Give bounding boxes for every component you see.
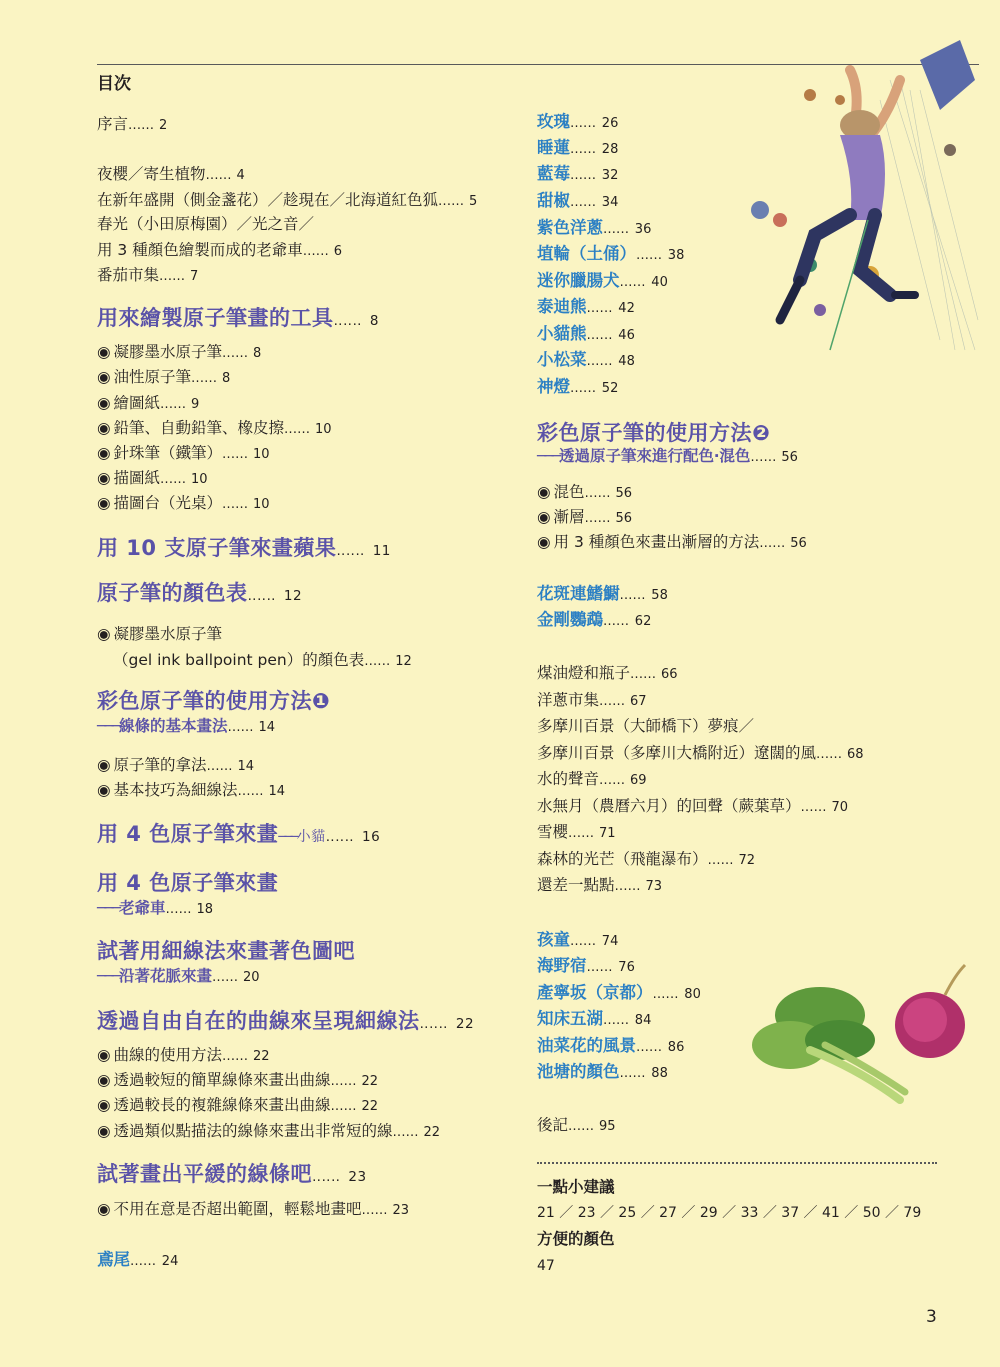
page-ref: 52: [601, 381, 619, 396]
toc-entry: [97, 821, 380, 850]
page-ref: 18: [196, 902, 214, 917]
toc-entry-title: 描圖紙: [113, 469, 161, 487]
bullet-icon: ◉: [97, 756, 111, 774]
bullet-icon: ◉: [97, 625, 111, 643]
toc-entry: [97, 443, 270, 465]
page-ref: 56: [615, 486, 633, 501]
page-ref: 11: [372, 543, 391, 559]
leader-dots: ‥‥‥: [222, 1049, 249, 1064]
page-ref: 80: [684, 987, 701, 1002]
toc-entry-title: 春光（小田原梅園）／光之音／: [97, 215, 315, 233]
leader-dots: ‥‥‥: [330, 1099, 357, 1114]
leader-dots: ‥‥‥: [212, 970, 239, 985]
leader-dots: ‥‥‥: [247, 588, 277, 604]
page-ref: 23: [392, 1203, 410, 1218]
toc-entry: [97, 624, 222, 644]
toc-entry-title: 後記: [537, 1116, 569, 1134]
leader-dots: ‥‥‥: [333, 313, 363, 329]
toc-entry-title: 凝膠墨水原子筆: [113, 343, 223, 361]
page-ref: 86: [667, 1040, 685, 1055]
toc-entry-title: 透過較長的複雜線條來畫出曲線: [113, 1096, 331, 1114]
page-ref: 46: [618, 328, 635, 343]
bullet-icon: ◉: [97, 494, 111, 512]
page-ref: 40: [651, 275, 668, 290]
toc-entry-title: 透過較短的簡單線條來畫出曲線: [113, 1071, 331, 1089]
toc-entry: [97, 1008, 474, 1037]
toc-entry: [537, 1062, 668, 1084]
toc-entry-title: 小貓熊: [537, 324, 587, 343]
toc-entry: [537, 350, 635, 372]
subtitle-dash: ───: [537, 447, 559, 465]
colors-page: 47: [537, 1258, 555, 1274]
leader-dots: ‥‥‥: [603, 614, 630, 629]
toc-entry-title: 沿著花脈來畫: [119, 967, 213, 985]
toc-entry: [537, 663, 678, 685]
toc-entry-title: 試著畫出平緩的線條吧: [97, 1162, 312, 1186]
leader-dots: ‥‥‥: [599, 773, 626, 788]
bullet-icon: ◉: [97, 444, 111, 462]
subtitle-dash: ───: [97, 967, 119, 985]
toc-entry-title: 鳶尾: [97, 1250, 130, 1269]
leader-dots: ‥‥‥: [800, 800, 827, 815]
toc-entry-title: 透過類似點描法的線條來畫出非常短的線: [113, 1122, 393, 1140]
toc-entry-title: 彩色原子筆的使用方法❶: [97, 689, 331, 713]
toc-entry-title: 試著用細線法來畫著色圖吧: [97, 939, 355, 963]
page-number: 3: [926, 1307, 937, 1327]
toc-entry-title: 金剛鸚鵡: [537, 610, 603, 629]
subtitle-dash: ───: [97, 717, 119, 735]
toc-entry-title: 描圖台（光桌）: [113, 494, 223, 512]
page-ref: 10: [253, 497, 270, 512]
bullet-icon: ◉: [97, 781, 111, 799]
toc-entry-title: 凝膠墨水原子筆: [113, 625, 223, 643]
toc-entry-title: 彩色原子筆的使用方法❷: [537, 421, 771, 445]
bullet-icon: ◉: [537, 533, 551, 551]
leader-dots: ‥‥‥: [364, 654, 391, 669]
toc-entry: [537, 420, 770, 446]
toc-entry-title: 番茄市集: [97, 266, 160, 284]
toc-entry: [97, 580, 302, 609]
toc-entry-title: 透過自由自在的曲線來呈現細線法: [97, 1009, 420, 1033]
toc-entry-title: 知床五湖: [537, 1009, 603, 1028]
colors-title: 方便的顏色: [537, 1230, 615, 1248]
page-ref: 73: [645, 879, 663, 894]
bullet-icon: ◉: [97, 343, 111, 361]
page-ref: 12: [283, 588, 303, 604]
toc-entry: [97, 468, 208, 490]
page-ref: 66: [661, 667, 678, 682]
toc-entry-title: 用 10 支原子筆來畫蘋果: [97, 536, 337, 560]
page-ref: 14: [268, 784, 286, 799]
toc-entry: [97, 1199, 409, 1221]
toc-entry: [537, 875, 662, 897]
toc-entry-title: 孩童: [537, 930, 570, 949]
toc-entry: [537, 849, 755, 871]
page-ref: 28: [601, 142, 619, 157]
page-ref: 72: [738, 853, 756, 868]
leader-dots: ‥‥‥: [568, 1119, 595, 1134]
leader-dots: ‥‥‥: [128, 118, 155, 133]
toc-entry-subtitle: 小貓: [296, 829, 326, 845]
vegetables-illustration: [750, 960, 980, 1110]
toc-entry: [97, 342, 261, 364]
leader-dots: ‥‥‥: [312, 1169, 341, 1185]
leader-dots: ‥‥‥: [603, 1013, 630, 1028]
bullet-icon: ◉: [97, 394, 111, 412]
leader-dots: ‥‥‥: [438, 194, 465, 209]
toc-entry-title: 多摩川百景（多摩川大橋附近）遼闊的風: [537, 744, 817, 762]
leader-dots: ‥‥‥: [599, 694, 626, 709]
leader-dots: ‥‥‥: [619, 1066, 646, 1081]
toc-entry: [537, 822, 616, 844]
toc-entry-title: （gel ink ballpoint pen）的顏色表: [113, 651, 365, 669]
leader-dots: ‥‥‥: [222, 346, 249, 361]
leader-dots: ‥‥‥: [159, 269, 186, 284]
toc-entry-title: 用 3 種顏色來畫出漸層的方法: [553, 533, 760, 551]
page-ref: 22: [423, 1125, 441, 1140]
page-ref: 67: [630, 694, 647, 709]
toc-entry-title: 森林的光芒（飛龍瀑布）: [537, 850, 708, 868]
toc-entry: [97, 535, 391, 564]
toc-entry: [97, 1095, 378, 1117]
leader-dots: ‥‥‥: [222, 497, 249, 512]
toc-entry: [97, 164, 245, 186]
toc-entry: [113, 650, 412, 672]
tips-title: 一點小建議: [537, 1178, 615, 1196]
toc-entry: [537, 930, 618, 952]
toc-entry: [537, 690, 647, 712]
leader-dots: ‥‥‥: [652, 987, 679, 1002]
toc-entry-title: 不用在意是否超出範圍，輕鬆地畫吧: [113, 1200, 362, 1218]
toc-entry: [97, 938, 355, 964]
bullet-icon: ◉: [97, 1096, 111, 1114]
toc-entry-title: 用 4 色原子筆來畫: [97, 871, 279, 895]
toc-entry-title: 油菜花的風景: [537, 1036, 636, 1055]
page-ref: 32: [601, 168, 619, 183]
toc-entry-title: 睡蓮: [537, 138, 570, 157]
toc-entry: [537, 743, 864, 765]
page-ref: 56: [615, 511, 633, 526]
leader-dots: ‥‥‥: [570, 934, 597, 949]
leader-dots: ‥‥‥: [759, 536, 786, 551]
toc-entry: [97, 1250, 178, 1272]
toc-entry-title: 序言: [97, 115, 129, 133]
page-ref: 20: [243, 970, 260, 985]
toc-entry: [537, 324, 635, 346]
page-ref: 95: [599, 1119, 616, 1134]
toc-entry: [97, 898, 213, 920]
toc-entry-title: 鉛筆、自動鉛筆、橡皮擦: [113, 419, 285, 437]
page-ref: 24: [161, 1254, 179, 1269]
toc-entry-title: 池塘的顏色: [537, 1062, 620, 1081]
toc-entry-title: 泰迪熊: [537, 297, 587, 316]
leader-dots: ‥‥‥: [636, 248, 663, 263]
toc-entry: [97, 1121, 440, 1143]
page-ref: 22: [361, 1074, 379, 1089]
toc-entry: [537, 584, 668, 606]
leader-dots: ‥‥‥: [227, 720, 254, 735]
bullet-icon: ◉: [97, 469, 111, 487]
page-ref: 84: [634, 1013, 652, 1028]
toc-entry-title: 夜櫻／寄生植物: [97, 165, 206, 183]
toc-entry-title: 用來繪製原子筆畫的工具: [97, 306, 334, 330]
leader-dots: ‥‥‥: [636, 1040, 663, 1055]
toc-entry: [97, 1070, 378, 1092]
toc-entry-title: 還差一點點: [537, 876, 615, 894]
toc-entry: [537, 164, 618, 186]
toc-entry: [537, 112, 618, 134]
toc-entry-title: 雪櫻: [537, 823, 569, 841]
toc-entry: [537, 769, 647, 791]
toc-entry: [537, 297, 635, 319]
page-ref: 88: [651, 1066, 668, 1081]
toc-entry: [97, 418, 332, 440]
toc-entry-title: 老爺車: [119, 899, 166, 917]
toc-entry: [97, 716, 275, 738]
leader-dots: ‥‥‥: [325, 829, 355, 845]
toc-entry: [537, 610, 651, 632]
toc-entry-title: 紫色洋蔥: [537, 218, 603, 237]
toc-entry-title: 混色: [553, 483, 585, 501]
page-ref: 62: [634, 614, 652, 629]
toc-entry: [97, 114, 167, 136]
tips-pages: 21 ／ 23 ／ 25 ／ 27 ／ 29 ／ 33 ／ 37 ／ 41 ／ 50 ／ 79: [537, 1205, 922, 1221]
page-ref: 6: [333, 244, 342, 259]
toc-entry: [97, 755, 254, 777]
leader-dots: ‥‥‥: [570, 116, 597, 131]
leader-dots: ‥‥‥: [619, 588, 646, 603]
toc-entry: [97, 190, 477, 212]
leader-dots: ‥‥‥: [160, 472, 187, 487]
page-ref: 8: [253, 346, 262, 361]
leader-dots: ‥‥‥: [707, 853, 734, 868]
leader-dots: ‥‥‥: [205, 168, 232, 183]
page-ref: 76: [618, 960, 635, 975]
page-ref: 34: [601, 195, 619, 210]
climber-illustration: [740, 20, 980, 360]
toc-entry: [97, 265, 198, 287]
toc-entry: [97, 367, 230, 389]
toc-label: 目次: [97, 74, 131, 94]
toc-entry: [537, 138, 618, 160]
toc-entry-title: 油性原子筆: [113, 368, 192, 386]
leader-dots: ‥‥‥: [586, 328, 613, 343]
toc-entry-title: 小松菜: [537, 350, 587, 369]
toc-entry: [537, 1036, 684, 1058]
bullet-icon: ◉: [97, 1046, 111, 1064]
leader-dots: ‥‥‥: [750, 450, 777, 465]
leader-dots: ‥‥‥: [191, 371, 218, 386]
toc-entry-title: 繪圖紙: [113, 394, 161, 412]
toc-entry-title: 多摩川百景（大師橋下）夢痕／: [537, 717, 755, 735]
toc-entry-title: 海野宿: [537, 956, 587, 975]
page-ref: 22: [253, 1049, 270, 1064]
toc-entry: [537, 191, 618, 213]
toc-entry: [537, 482, 632, 504]
toc-entry-title: 玫瑰: [537, 112, 570, 131]
leader-dots: ‥‥‥: [619, 275, 646, 290]
leader-dots: ‥‥‥: [336, 543, 365, 559]
leader-dots: ‥‥‥: [570, 168, 597, 183]
toc-entry-title: 線條的基本畫法: [119, 717, 228, 735]
toc-entry: [537, 532, 807, 554]
leader-dots: ‥‥‥: [361, 1203, 388, 1218]
leader-dots: ‥‥‥: [419, 1016, 449, 1032]
leader-dots: ‥‥‥: [284, 422, 311, 437]
page-ref: 48: [618, 354, 635, 369]
toc-entry-title: 水的聲音: [537, 770, 600, 788]
toc-entry-title: 產寧坂（京都）: [537, 983, 653, 1002]
toc-entry-title: 煤油燈和瓶子: [537, 664, 631, 682]
toc-entry-title: 透過原子筆來進行配色‧混色: [559, 447, 751, 465]
page-ref: 36: [634, 222, 652, 237]
page-ref: 14: [237, 759, 255, 774]
toc-entry-title: 神燈: [537, 377, 570, 396]
leader-dots: ‥‥‥: [584, 486, 611, 501]
leader-dots: ‥‥‥: [570, 381, 597, 396]
tips-divider: [537, 1162, 937, 1164]
page-ref: 7: [190, 269, 199, 284]
bullet-icon: ◉: [97, 419, 111, 437]
leader-dots: ‥‥‥: [630, 667, 657, 682]
page-ref: 68: [847, 747, 864, 762]
bullet-icon: ◉: [97, 1071, 111, 1089]
page-ref: 16: [361, 829, 381, 845]
toc-entry: [537, 716, 754, 736]
toc-entry: [97, 305, 379, 334]
leader-dots: ‥‥‥: [392, 1125, 419, 1140]
page-ref: 4: [236, 168, 245, 183]
toc-entry: [537, 271, 668, 293]
page-ref: 10: [191, 472, 208, 487]
toc-entry: [97, 393, 199, 415]
toc-entry: [97, 688, 330, 714]
leader-dots: ‥‥‥: [302, 244, 329, 259]
toc-entry-title: 水無月（農曆六月）的回聲（蕨葉草）: [537, 797, 801, 815]
page-ref: 8: [222, 371, 231, 386]
toc-entry: [97, 966, 260, 988]
leader-dots: ‥‥‥: [584, 511, 611, 526]
page-ref: 38: [667, 248, 685, 263]
page-ref: 56: [781, 450, 798, 465]
toc-entry-title: 原子筆的顏色表: [97, 581, 248, 605]
leader-dots: ‥‥‥: [570, 195, 597, 210]
page-ref: 22: [455, 1016, 475, 1032]
page-ref: 71: [599, 826, 616, 841]
page-ref: 9: [191, 397, 200, 412]
leader-dots: ‥‥‥: [570, 142, 597, 157]
leader-dots: ‥‥‥: [586, 301, 613, 316]
toc-entry: [97, 1161, 367, 1190]
page-ref: 5: [469, 194, 478, 209]
toc-entry: [97, 1045, 270, 1067]
page-ref: 14: [258, 720, 276, 735]
leader-dots: ‥‥‥: [237, 784, 264, 799]
leader-dots: ‥‥‥: [222, 447, 249, 462]
bullet-icon: ◉: [537, 483, 551, 501]
page-ref: 26: [601, 116, 619, 131]
toc-entry: [97, 780, 285, 802]
leader-dots: ‥‥‥: [603, 222, 630, 237]
leader-dots: ‥‥‥: [614, 879, 641, 894]
toc-entry-title: 漸層: [553, 508, 585, 526]
toc-entry-title: 埴輪（土俑）: [537, 244, 636, 263]
subtitle-dash: ───: [278, 829, 297, 845]
page-ref: 69: [630, 773, 647, 788]
toc-entry: [97, 240, 342, 262]
page-ref: 74: [601, 934, 619, 949]
leader-dots: ‥‥‥: [586, 960, 613, 975]
bullet-icon: ◉: [97, 1200, 111, 1218]
toc-entry: [97, 870, 278, 896]
toc-entry-title: 花斑連鰭䲁: [537, 584, 620, 603]
toc-entry-title: 基本技巧為細線法: [113, 781, 238, 799]
toc-entry-title: 原子筆的拿法: [113, 756, 207, 774]
toc-entry: [537, 796, 848, 818]
toc-entry: [537, 218, 651, 240]
toc-entry: [537, 244, 684, 266]
page-ref: 2: [159, 118, 168, 133]
toc-entry: [97, 214, 314, 234]
page-ref: 12: [395, 654, 412, 669]
toc-entry-title: 迷你臘腸犬: [537, 271, 620, 290]
toc-entry: [537, 1115, 616, 1137]
toc-entry-title: 曲線的使用方法: [113, 1046, 223, 1064]
leader-dots: ‥‥‥: [130, 1254, 157, 1269]
leader-dots: ‥‥‥: [568, 826, 595, 841]
page-ref: 10: [253, 447, 270, 462]
toc-entry-title: 在新年盛開（側金盞花）／趁現在／北海道紅色狐: [97, 191, 439, 209]
leader-dots: ‥‥‥: [206, 759, 233, 774]
toc-entry: [537, 377, 618, 399]
toc-entry-title: 針珠筆（鐵筆）: [113, 444, 223, 462]
page-ref: 8: [369, 313, 379, 329]
toc-entry: [537, 956, 635, 978]
toc-entry: [537, 983, 701, 1005]
toc-entry-title: 藍莓: [537, 164, 570, 183]
leader-dots: ‥‥‥: [586, 354, 613, 369]
page-ref: 10: [315, 422, 332, 437]
toc-entry: [537, 446, 798, 468]
page-ref: 56: [790, 536, 807, 551]
toc-entry: [537, 1009, 651, 1031]
page-ref: 58: [651, 588, 668, 603]
toc-entry: [537, 507, 632, 529]
leader-dots: ‥‥‥: [160, 397, 187, 412]
page-ref: 23: [348, 1169, 367, 1185]
bullet-icon: ◉: [537, 508, 551, 526]
toc-entry-title: 洋蔥市集: [537, 691, 600, 709]
bullet-icon: ◉: [97, 1122, 111, 1140]
toc-entry-title: 甜椒: [537, 191, 570, 210]
toc-entry: [97, 493, 270, 515]
leader-dots: ‥‥‥: [816, 747, 843, 762]
toc-entry-title: 用 3 種顏色繪製而成的老爺車: [97, 241, 303, 259]
page-ref: 42: [618, 301, 635, 316]
toc-entry-title: 用 4 色原子筆來畫: [97, 822, 279, 846]
bullet-icon: ◉: [97, 368, 111, 386]
page-ref: 70: [831, 800, 849, 815]
subtitle-dash: ───: [97, 899, 119, 917]
page-ref: 22: [361, 1099, 379, 1114]
leader-dots: ‥‥‥: [330, 1074, 357, 1089]
leader-dots: ‥‥‥: [165, 902, 192, 917]
